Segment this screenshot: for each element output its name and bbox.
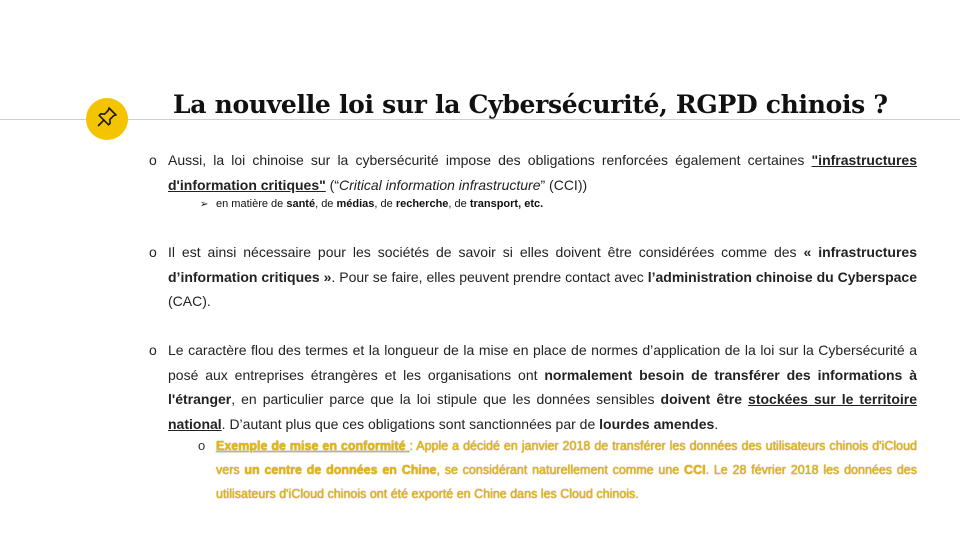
page-title: La nouvelle loi sur la Cybersécurité, RGPD chinois ?	[173, 90, 888, 119]
text-run: , en particulier parce que la loi stipule que les données sensibles	[231, 391, 661, 407]
text-run: , de	[374, 198, 396, 210]
text-run: : Apple a décidé en janvier 2018 de transférer les données des utilisateurs chinois d'iCloud vers	[216, 439, 917, 477]
text-run-bold: recherche	[395, 198, 449, 210]
paragraph-cac	[149, 240, 917, 314]
text-run: (CAC).	[168, 293, 211, 309]
text-run: , de	[315, 198, 337, 210]
text-run: .	[714, 415, 719, 432]
text-run-bold: santé	[286, 198, 316, 210]
text-run: . Pour se faire, elles peuvent prendre contact avec	[331, 268, 648, 285]
text-run-bold: normalement besoin de transférer des informations à l'étranger	[168, 366, 917, 407]
text-run: , se considérant naturellement comme une	[436, 463, 685, 477]
bullet-marker: o	[198, 438, 206, 453]
text-run-bold-underlined: "infrastructures d'information critiques"	[168, 152, 917, 193]
text-run: . D’autant plus que ces obligations sont sanctionnées par de	[221, 415, 600, 432]
text-run-bold: lourdes amendes	[599, 415, 715, 432]
text-run-bold: « infrastructures d’information critiques »	[168, 244, 917, 285]
pushpin-icon	[95, 105, 119, 134]
text-run: Le caractère flou des termes et la longueur de la mise en place de normes d’application de la loi sur la Cybersécurité a posé aux entreprises étrangères et les organisations ont	[168, 342, 917, 383]
header-divider	[0, 119, 960, 120]
bullet-marker: o	[149, 342, 157, 358]
text-run: . Le 28 février 2018 les données des utilisateurs d'iCloud chinois ont été exporté en Chine dans les Cloud chinois.	[216, 463, 917, 501]
text-run-italic: Critical information infrastructure	[338, 176, 541, 193]
text-run-bold: transport, etc.	[469, 198, 544, 210]
text-run: Il est ainsi nécessaire pour les sociétés de savoir si elles doivent être considérées comme des	[168, 244, 804, 260]
bullet-marker: o	[149, 244, 157, 260]
text-run-bold: médias	[336, 198, 375, 210]
text-run-bold: un centre de données en Chine	[244, 463, 437, 477]
pin-badge	[86, 98, 128, 140]
paragraph-obligations	[149, 338, 918, 436]
paragraph-cci	[149, 148, 917, 197]
text-run-bold: l’administration chinoise du Cyberspace	[647, 268, 917, 285]
text-run: ” (CCI))	[540, 176, 588, 193]
text-run: , de	[448, 198, 470, 210]
text-run-bold: CCI	[684, 463, 706, 477]
text-run: (“	[325, 176, 339, 193]
arrow-bullet-icon: ➢	[200, 199, 209, 210]
text-run-bold: doivent être	[660, 391, 749, 407]
example-heading: Exemple de mise en conformité	[216, 439, 410, 453]
sub-bullet-sectors	[200, 196, 543, 213]
text-run: Aussi, la loi chinoise sur la cybersécurité impose des obligations renforcées également certaines	[168, 152, 812, 168]
text-run-bold-underlined: stockées sur le territoire national	[168, 391, 918, 432]
example-apple-icloud	[198, 434, 917, 506]
text-run: en matière de	[216, 198, 287, 210]
bullet-marker: o	[149, 152, 157, 168]
